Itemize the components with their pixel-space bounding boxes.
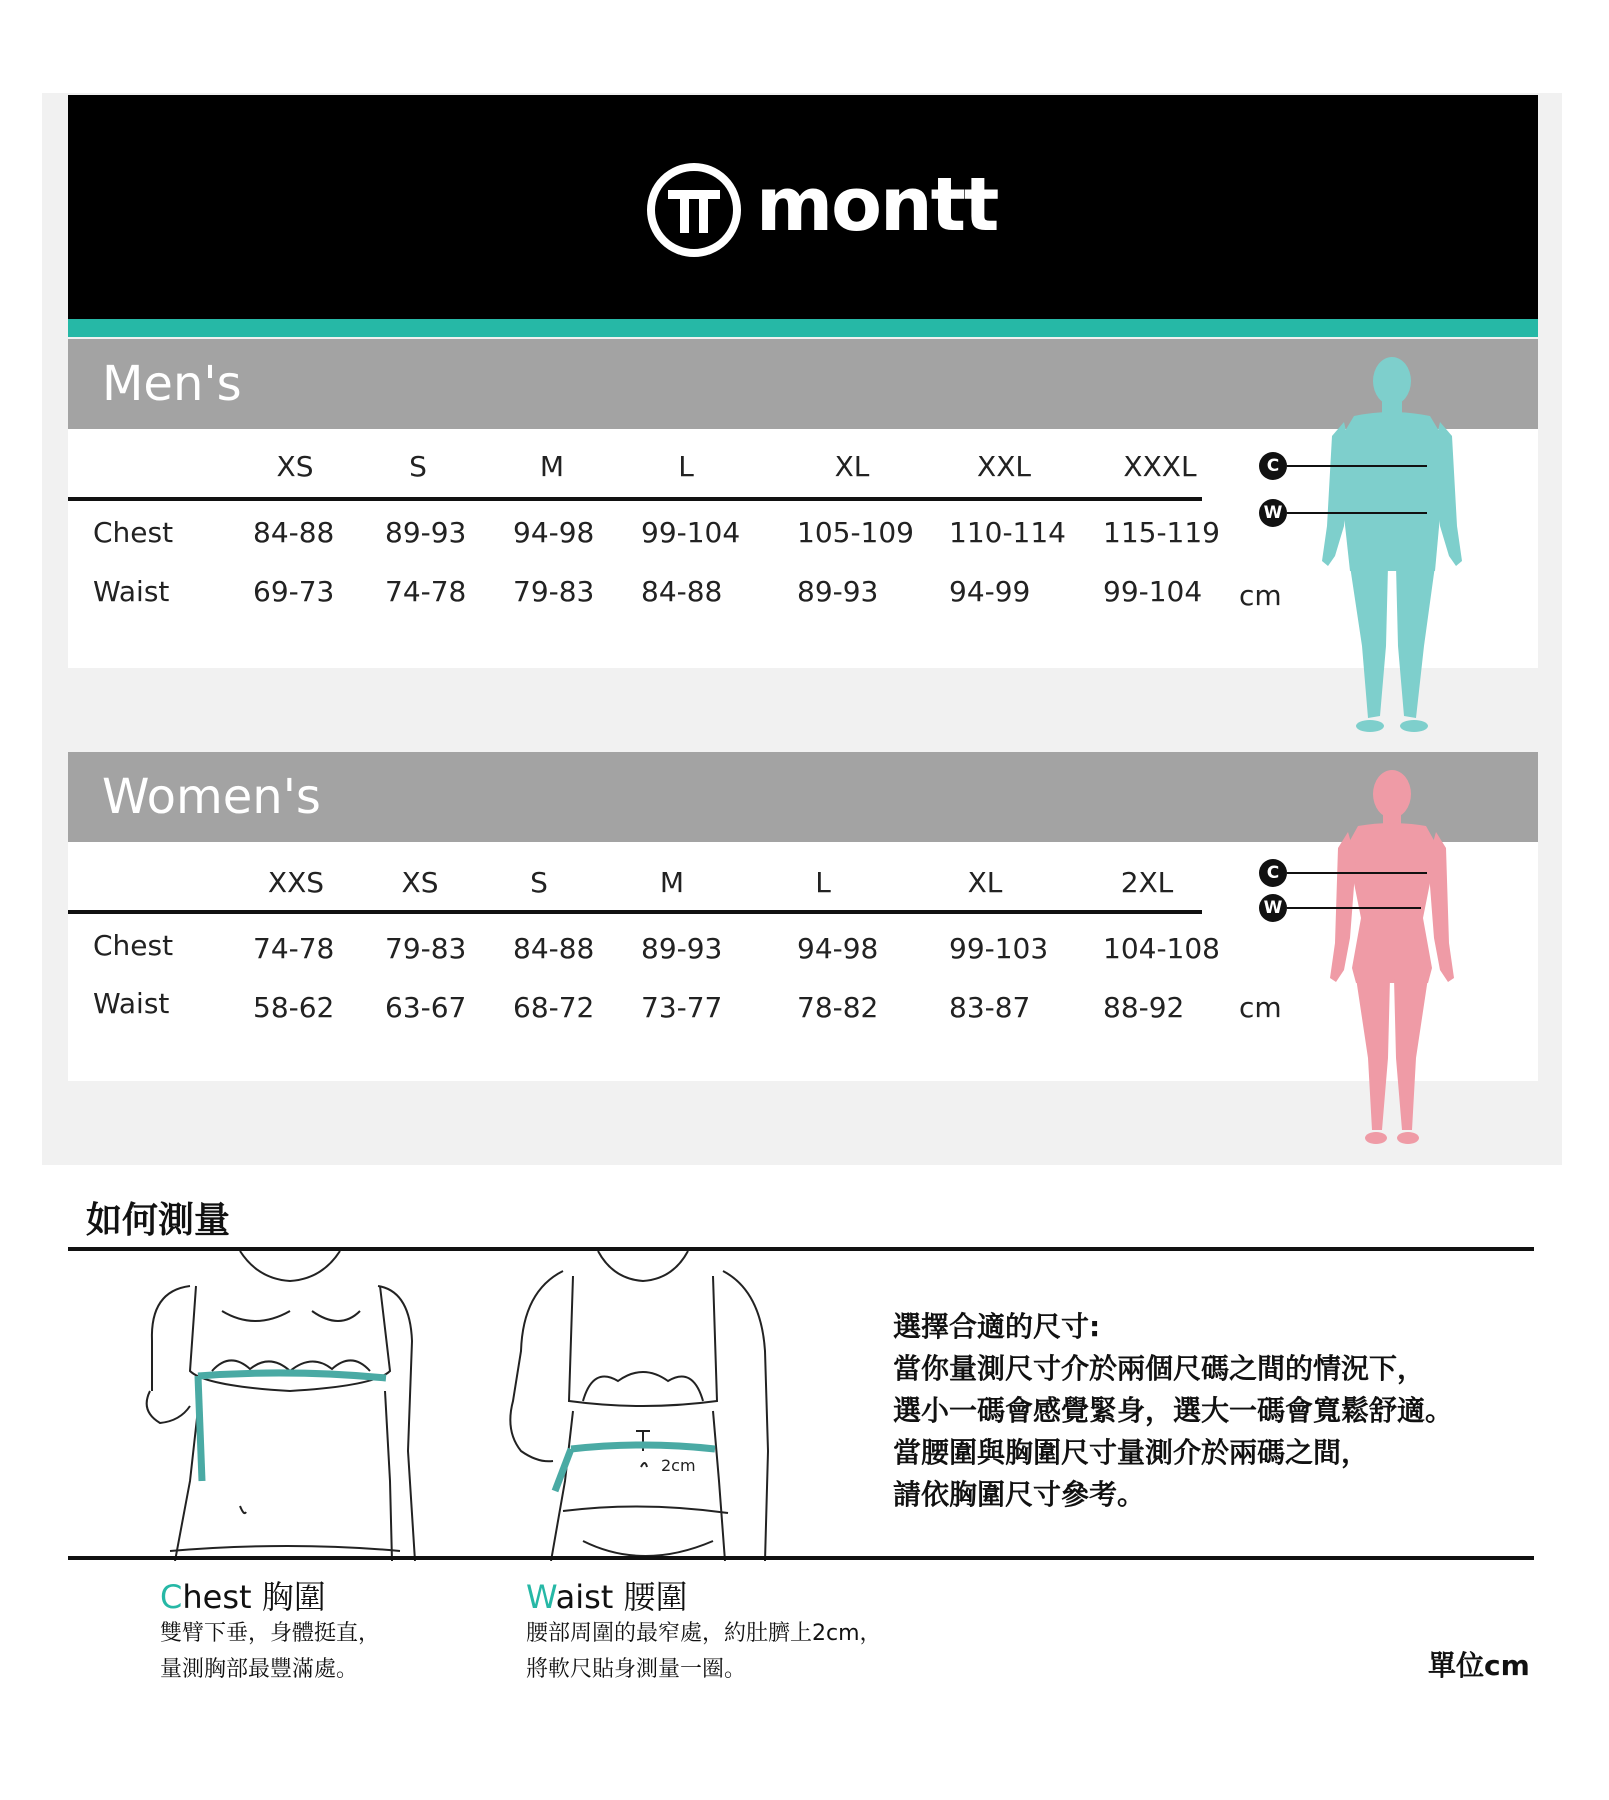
womens-size-header: L xyxy=(815,866,831,899)
mens-waist-value: 99-104 xyxy=(1103,575,1203,608)
female-figure-icon xyxy=(1280,768,1480,1148)
womens-size-header: 2XL xyxy=(1120,866,1174,899)
chest-caption-line: 雙臂下垂，身體挺直， xyxy=(160,1621,381,1646)
womens-waist-value: 83-87 xyxy=(949,991,1031,1024)
womens-waist-value: 68-72 xyxy=(513,991,595,1024)
womens-row-label-chest: Chest xyxy=(93,929,174,962)
mens-chest-value: 94-98 xyxy=(513,516,595,549)
waist-measure-illustration xyxy=(503,1251,783,1561)
womens-waist-value: 78-82 xyxy=(797,991,879,1024)
mens-size-header: XXXL xyxy=(1123,450,1197,483)
montt-logo-icon xyxy=(646,162,742,258)
tip-line: 當你量測尺寸介於兩個尺碼之間的情況下， xyxy=(893,1352,1426,1385)
waist-caption-text xyxy=(526,1616,882,1688)
mens-size-header: XS xyxy=(276,450,314,483)
mens-waist-value: 79-83 xyxy=(513,575,595,608)
mens-size-header: M xyxy=(539,450,565,483)
womens-waist-value: 88-92 xyxy=(1103,991,1185,1024)
womens-waist-leader-line xyxy=(1287,907,1421,909)
womens-waist-value: 73-77 xyxy=(641,991,723,1024)
waist-caption-title xyxy=(526,1572,688,1618)
mens-chest-value: 110-114 xyxy=(949,516,1066,549)
accent-strip xyxy=(68,319,1538,337)
waist-offset-label: 2cm xyxy=(661,1456,696,1475)
womens-chest-value: 104-108 xyxy=(1103,932,1220,965)
mens-waist-value: 74-78 xyxy=(385,575,467,608)
mens-waist-leader-line xyxy=(1287,512,1427,514)
mens-chest-value: 115-119 xyxy=(1103,516,1220,549)
mens-unit: cm xyxy=(1239,579,1282,612)
womens-row-label-waist: Waist xyxy=(93,987,170,1020)
chest-marker-icon: C xyxy=(1259,452,1287,480)
womens-header-rule xyxy=(68,910,1202,914)
chest-caption-lead: C xyxy=(160,1578,183,1616)
chest-caption-rest: hest 胸圍 xyxy=(182,1578,326,1616)
chest-caption-title xyxy=(160,1572,326,1618)
mens-size-header: L xyxy=(678,450,694,483)
brand-name: montt xyxy=(756,162,998,248)
mens-title: Men's xyxy=(102,356,242,412)
womens-title: Women's xyxy=(102,769,321,825)
waist-marker-icon: W xyxy=(1259,894,1287,922)
chest-measure-illustration xyxy=(140,1251,430,1561)
tip-line: 選小一碼會感覺緊身，選大一碼會寬鬆舒適。 xyxy=(893,1394,1454,1427)
womens-size-header: S xyxy=(530,866,548,899)
chest-caption-line: 量測胸部最豐滿處。 xyxy=(160,1657,359,1682)
male-figure-icon xyxy=(1270,356,1490,736)
womens-chest-value: 84-88 xyxy=(513,932,595,965)
mens-waist-value: 89-93 xyxy=(797,575,879,608)
waist-caption-lead: W xyxy=(526,1578,556,1616)
mens-size-header: S xyxy=(409,450,427,483)
mens-chest-leader-line xyxy=(1287,465,1427,467)
womens-chest-leader-line xyxy=(1287,872,1427,874)
size-tips xyxy=(893,1306,1453,1516)
tip-line: 請依胸圍尺寸參考。 xyxy=(893,1478,1146,1511)
mens-chest-value: 84-88 xyxy=(253,516,335,549)
mens-waist-value: 94-99 xyxy=(949,575,1031,608)
mens-chest-value: 89-93 xyxy=(385,516,467,549)
tip-line: 當腰圍與胸圍尺寸量測介於兩碼之間， xyxy=(893,1436,1370,1469)
womens-unit: cm xyxy=(1239,991,1282,1024)
how-to-measure-bottom-rule xyxy=(68,1556,1534,1560)
womens-chest-value: 74-78 xyxy=(253,932,335,965)
mens-row-label-waist: Waist xyxy=(93,575,170,608)
womens-chest-value: 79-83 xyxy=(385,932,467,965)
chest-marker-icon: C xyxy=(1259,859,1287,887)
waist-caption-line: 腰部周圍的最窄處，約肚臍上2cm， xyxy=(526,1621,882,1646)
mens-row-label-chest: Chest xyxy=(93,516,174,549)
womens-waist-value: 58-62 xyxy=(253,991,335,1024)
womens-size-header: XL xyxy=(967,866,1003,899)
unit-note: 單位cm xyxy=(1428,1649,1530,1682)
womens-chest-value: 99-103 xyxy=(949,932,1049,965)
mens-waist-value: 69-73 xyxy=(253,575,335,608)
womens-chest-value: 89-93 xyxy=(641,932,723,965)
chest-caption-text xyxy=(160,1616,380,1688)
womens-waist-value: 63-67 xyxy=(385,991,467,1024)
mens-size-header: XL xyxy=(834,450,870,483)
mens-chest-value: 105-109 xyxy=(797,516,914,549)
womens-size-header: XS xyxy=(401,866,439,899)
tip-line: 選擇合適的尺寸: xyxy=(893,1310,1101,1343)
womens-chest-value: 94-98 xyxy=(797,932,879,965)
mens-header-rule xyxy=(68,497,1202,501)
waist-caption-line: 將軟尺貼身測量一圈。 xyxy=(526,1657,747,1682)
waist-caption-rest: aist 腰圍 xyxy=(555,1578,688,1616)
mens-size-header: XXL xyxy=(977,450,1031,483)
womens-size-header: XXS xyxy=(267,866,325,899)
mens-chest-value: 99-104 xyxy=(641,516,741,549)
mens-waist-value: 84-88 xyxy=(641,575,723,608)
waist-marker-icon: W xyxy=(1259,499,1287,527)
how-to-measure-title: 如何測量 xyxy=(86,1200,231,1241)
womens-size-header: M xyxy=(659,866,685,899)
